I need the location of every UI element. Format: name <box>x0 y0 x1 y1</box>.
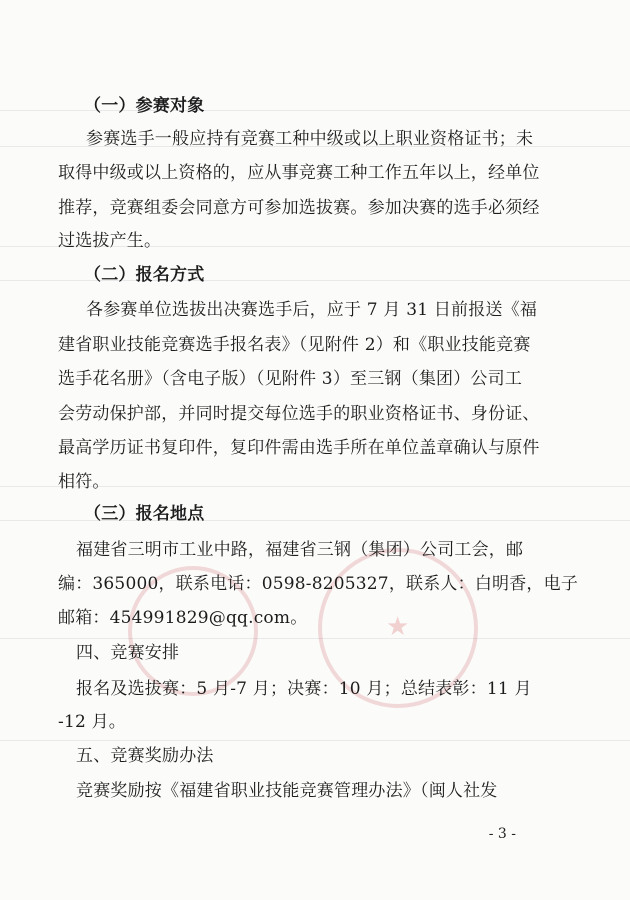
paragraph-line: 会劳动保护部，并同时提交每位选手的职业资格证书、身份证、 <box>58 404 540 424</box>
section-heading-awards: 五、竞赛奖励办法 <box>76 746 214 766</box>
paragraph-line: -12 月。 <box>58 712 126 732</box>
section-heading-registration-method: （二）报名方式 <box>84 265 205 285</box>
paragraph-line: 过选拔产生。 <box>58 231 162 251</box>
section-heading-schedule: 四、竞赛安排 <box>76 643 180 663</box>
bleed-through-line <box>0 638 630 639</box>
paragraph-line: 各参赛单位选拔出决赛选手后，应于 7 月 31 日前报送《福 <box>86 300 538 320</box>
paragraph-line: 相符。 <box>58 472 110 492</box>
paragraph-line: 最高学历证书复印件，复印件需由选手所在单位盖章确认与原件 <box>58 438 540 458</box>
page-number: - 3 - <box>488 826 516 842</box>
paragraph-line: 报名及选拔赛：5 月-7 月；决赛：10 月；总结表彰：11 月 <box>76 679 532 699</box>
paragraph-line: 编：365000，联系电话：0598-8205327，联系人：白明香，电子 <box>58 574 579 594</box>
section-heading-registration-location: （三）报名地点 <box>84 504 205 524</box>
star-icon: ★ <box>386 612 410 642</box>
paragraph-line: 推荐，竞赛组委会同意方可参加选拔赛。参加决赛的选手必须经 <box>58 198 540 218</box>
paragraph-line: 建省职业技能竞赛选手报名表》（见附件 2）和《职业技能竞赛 <box>58 335 531 355</box>
paragraph-line: 选手花名册》（含电子版）（见附件 3）至三钢（集团）公司工 <box>58 369 523 389</box>
section-heading-participants: （一）参赛对象 <box>84 96 205 116</box>
paragraph-line: 参赛选手一般应持有竞赛工种中级或以上职业资格证书；未 <box>86 129 534 149</box>
paragraph-line: 福建省三明市工业中路，福建省三钢（集团）公司工会，邮 <box>76 540 524 560</box>
paragraph-line: 邮箱：454991829@qq.com。 <box>58 608 308 628</box>
paragraph-line: 取得中级或以上资格的，应从事竞赛工种工作五年以上，经单位 <box>58 163 540 183</box>
paragraph-line: 竞赛奖励按《福建省职业技能竞赛管理办法》（闽人社发 <box>76 781 498 801</box>
bleed-through-line <box>0 740 630 741</box>
